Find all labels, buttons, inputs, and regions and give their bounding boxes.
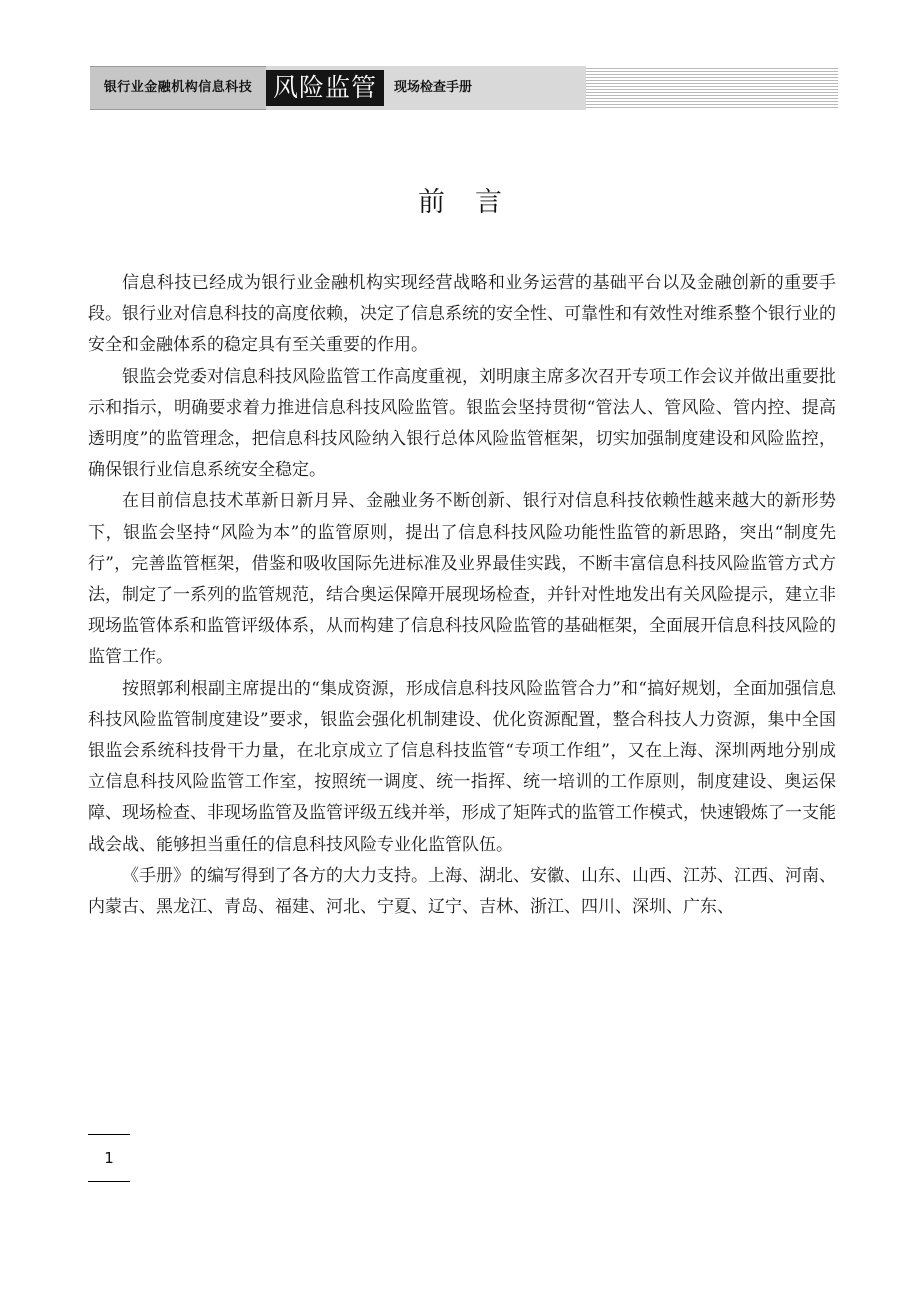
paragraph: 银监会党委对信息科技风险监管工作高度重视，刘明康主席多次召开专项工作会议并做出重要批示和指示，明确要求着力推进信息科技风险监管。银监会坚持贯彻“管法人、管风险、管内控、提高透明度”的监管理念，把信息科技风险纳入银行总体风险监管框架，切实加强制度建设和风险监控，确保银行业信息系统安全稳定。: [88, 366, 836, 481]
page-number: 1: [88, 1134, 130, 1182]
header-right-label: 现场检查手册: [394, 80, 473, 95]
header-center-label: 风险监管: [266, 70, 384, 106]
paragraph: 信息科技已经成为银行业金融机构实现经营战略和业务运营的基础平台以及金融创新的重要手段。银行业对信息科技的高度依赖，决定了信息系统的安全性、可靠性和有效性对维系整个银行业的安全和金融体系的稳定具有至关重要的作用。: [88, 273, 836, 356]
running-header: [90, 66, 838, 110]
body-text: [88, 268, 836, 923]
paragraph: 《手册》的编写得到了各方的大力支持。上海、湖北、安徽、山东、山西、江苏、江西、河南、内蒙古、黑龙江、青岛、福建、河北、宁夏、辽宁、吉林、浙江、四川、深圳、广东、: [88, 865, 836, 918]
page-title: 前言: [418, 187, 532, 218]
paragraph: 在目前信息技术革新日新月异、金融业务不断创新、银行对信息科技依赖性越来越大的新形势下，银监会坚持“风险为本”的监管原则，提出了信息科技风险功能性监管的新思路，突出“制度先行”，完善监管框架，借鉴和吸收国际先进标准及业界最佳实践，不断丰富信息科技风险监管方式方法，制定了一系列的监管规范，结合奥运保障开展现场检查，并针对性地发出有关风险提示，建立非现场监管体系和监管评级体系，从而构建了信息科技风险监管的基础框架，全面展开信息科技风险的监管工作。: [88, 491, 836, 668]
header-left-label: 银行业金融机构信息科技: [90, 66, 266, 110]
paragraph: 按照郭利根副主席提出的“集成资源，形成信息科技风险监管合力”和“搞好规划，全面加强信息科技风险监管制度建设”要求，银监会强化机制建设、优化资源配置，整合科技人力资源，集中全国银监会系统科技骨干力量，在北京成立了信息科技监管“专项工作组”，又在上海、深圳两地分别成立信息科技风险监管工作室，按照统一调度、统一指挥、统一培训的工作原则，制度建设、奥运保障、现场检查、非现场监管及监管评级五线并举，形成了矩阵式的监管工作模式，快速锻炼了一支能战会战、能够担当重任的信息科技风险专业化监管队伍。: [88, 678, 836, 855]
